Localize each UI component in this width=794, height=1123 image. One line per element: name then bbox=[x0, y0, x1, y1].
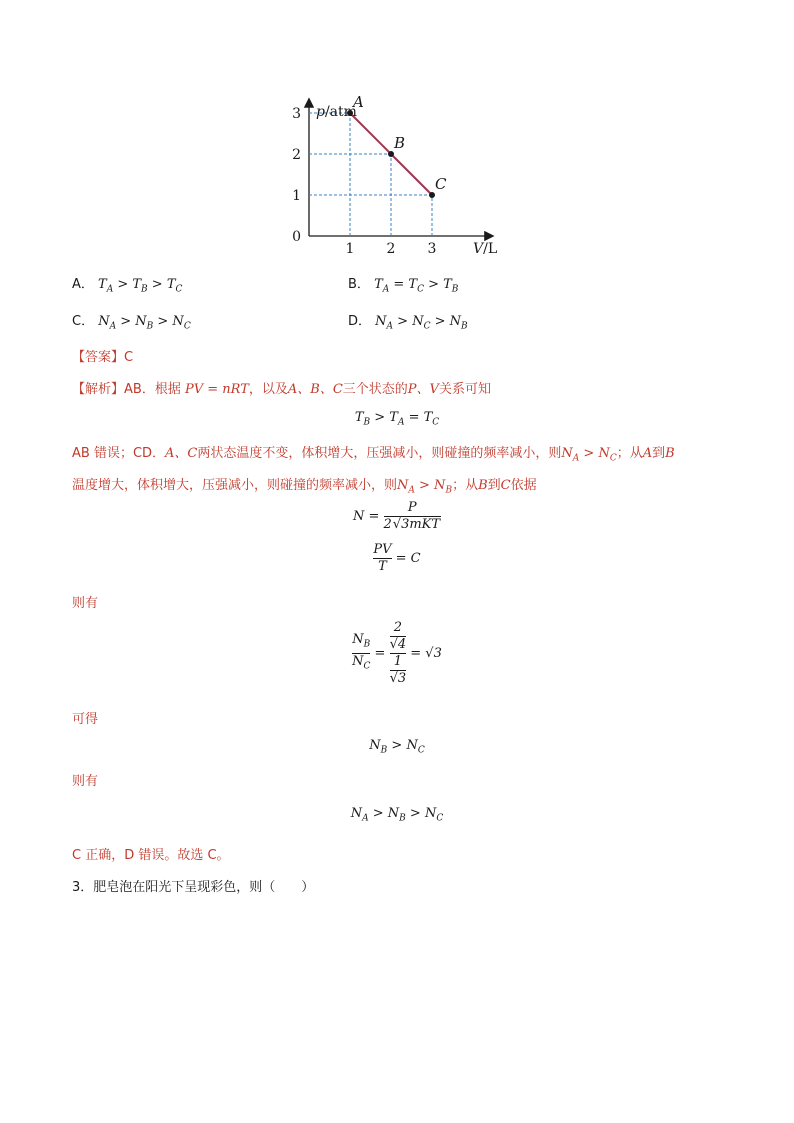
equation-5: $N_B > N_C$ bbox=[369, 738, 425, 756]
analysis-text: 三个状态的 bbox=[342, 382, 408, 397]
point-label-b: B bbox=[394, 134, 406, 152]
x-axis-label: V/L bbox=[473, 241, 498, 257]
analysis-text: ；从 bbox=[616, 446, 643, 461]
option-d[interactable] bbox=[348, 310, 468, 332]
can-get: 可得 bbox=[72, 712, 99, 727]
state-b: B bbox=[478, 478, 488, 493]
answer-label: 【答案】 bbox=[72, 350, 125, 365]
option-a-content: $T_A > T_B > T_C$ bbox=[98, 277, 183, 295]
option-a-key: A． bbox=[72, 277, 94, 292]
then-have-1: 则有 bbox=[72, 596, 99, 611]
origin-label: 0 bbox=[292, 229, 301, 245]
pv-vars: P、V bbox=[407, 382, 439, 397]
equation-2: N = $\frac{P}{\text{2√3mKT}}$ bbox=[352, 500, 441, 532]
option-d-key: D． bbox=[348, 314, 372, 329]
option-b-key: B． bbox=[348, 277, 370, 292]
x-tick-label: 1 bbox=[345, 241, 355, 257]
next-question: 3．肥皂泡在阳光下呈现彩色，则（ ） bbox=[72, 880, 315, 895]
equation-4: $\frac{N_B}{N_C}$ = $\frac{\frac{2}{√4}}{\frac{1}{√3}}$ = √3 bbox=[352, 620, 442, 686]
state-a: A bbox=[642, 446, 653, 461]
point-label-c: C bbox=[435, 175, 447, 193]
option-a[interactable] bbox=[72, 273, 182, 295]
answer-line bbox=[72, 346, 133, 365]
states-abc: A、B、C bbox=[287, 382, 343, 397]
equation-6: $N_A > N_B > N_C$ bbox=[350, 806, 444, 824]
pv-chart bbox=[280, 90, 520, 265]
analysis-line-2 bbox=[72, 442, 675, 464]
equation-3: $\frac{PV}{T}$ = C bbox=[373, 542, 421, 574]
y-tick-label: 1 bbox=[292, 188, 301, 204]
ideal-gas-formula: PV = nRT bbox=[184, 382, 249, 397]
ineq-na-nc: $N_A > N_C$ bbox=[561, 446, 617, 464]
state-c: C bbox=[500, 478, 511, 493]
then-have-2: 则有 bbox=[72, 774, 99, 789]
x-tick-label: 3 bbox=[427, 241, 437, 257]
option-c-key: C． bbox=[72, 314, 95, 329]
conclusion: C 正确，D 错误。故选 C。 bbox=[72, 848, 230, 863]
analysis-text: 关系可知 bbox=[438, 382, 491, 397]
option-b-content: $T_A = T_C > T_B$ bbox=[374, 277, 459, 295]
analysis-text: AB．根据 bbox=[124, 382, 181, 397]
y-tick-label: 3 bbox=[292, 106, 301, 122]
analysis-text: AB 错误；CD． bbox=[72, 446, 166, 461]
point-label-a: A bbox=[353, 93, 364, 111]
option-b[interactable] bbox=[348, 273, 458, 295]
equation-1: $T_B > T_A = T_C$ bbox=[354, 410, 440, 428]
analysis-line-1 bbox=[72, 378, 491, 397]
y-axis-label: p/atm bbox=[316, 104, 357, 120]
ineq-na-nb: $N_A > N_B$ bbox=[397, 478, 453, 496]
option-d-content: $N_A > N_C > N_B$ bbox=[375, 314, 468, 332]
analysis-text: 两状态温度不变，体积增大，压强减小，则碰撞的频率减小，则 bbox=[197, 446, 562, 461]
analysis-text: 到 bbox=[652, 446, 666, 461]
analysis-text: 到 bbox=[487, 478, 501, 493]
x-tick-label: 2 bbox=[386, 241, 396, 257]
analysis-text: ；从 bbox=[452, 478, 479, 493]
analysis-text: 温度增大，体积增大，压强减小，则碰撞的频率减小，则 bbox=[72, 478, 398, 493]
option-c[interactable] bbox=[72, 310, 191, 332]
analysis-line-3 bbox=[72, 474, 537, 496]
states-ac: A、C bbox=[165, 446, 198, 461]
answer-value: C bbox=[124, 350, 134, 365]
analysis-label: 【解析】 bbox=[72, 382, 125, 397]
analysis-text: ，以及 bbox=[248, 382, 288, 397]
state-b: B bbox=[665, 446, 675, 461]
option-c-content: $N_A > N_B > N_C$ bbox=[98, 314, 191, 332]
y-tick-label: 2 bbox=[292, 147, 301, 163]
analysis-text: 依据 bbox=[510, 478, 537, 493]
